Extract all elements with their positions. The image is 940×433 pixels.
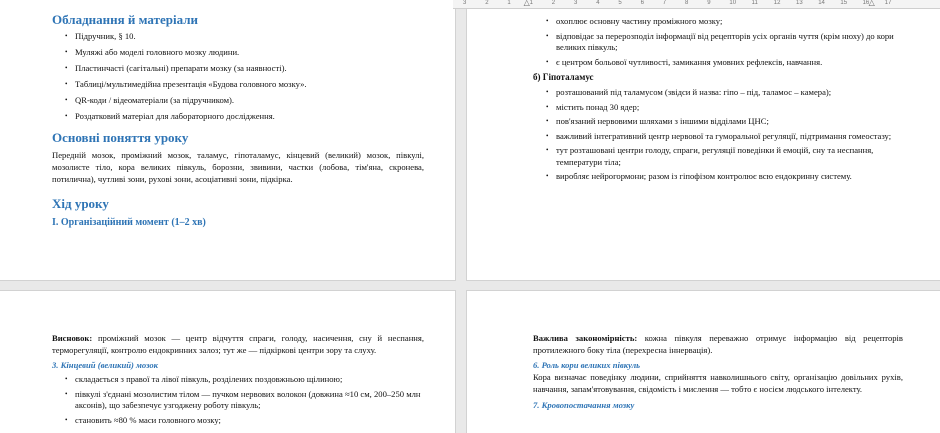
- pattern-text: кожна півкуля переважно отримує інформацію від рецепторів протилежного боку тіла (перехресна іннервація).: [533, 333, 903, 355]
- equipment-list: [52, 31, 424, 123]
- document-page-3: [0, 291, 455, 433]
- ruler-tick: 3: [463, 0, 467, 6]
- list-item: • виробляє нейрогормони; разом із гіпофізом контролює всю ендокринну систему.: [533, 171, 903, 183]
- ruler-tick: 16: [862, 0, 870, 6]
- list-item: • складається з правої та лівої півкуль, розділених поздовжньою щілиною;: [52, 374, 424, 386]
- list-item: • відповідає за перерозподіл інформації від рецепторів усіх органів чуття (крім нюху) до кори великих півкуль;: [533, 31, 903, 54]
- ruler-tick: 2: [551, 0, 556, 6]
- list-item: • QR-коди / відеоматеріали (за підручником).: [52, 95, 424, 107]
- cortex-paragraph: Кора визначає поведінку людини, сприйняття навколишнього світу, організацію довільних рухів, навчання, запам'ятовування, свідомість і мислення — тобто є носієм людського інтелекту.: [533, 372, 903, 394]
- ruler-tick: 2: [485, 0, 489, 6]
- list-item: • Роздатковий матеріал для лабораторного дослідження.: [52, 111, 424, 123]
- list-item: • пов'язаний нервовими шляхами з іншими відділами ЦНС;: [533, 116, 903, 128]
- ruler-tick: 12: [773, 0, 781, 6]
- list-item: • становить ≈80 % маси головного мозку;: [52, 415, 424, 427]
- ruler-tick: 9: [707, 0, 711, 6]
- heading-equipment: Обладнання й матеріали: [52, 12, 198, 27]
- horizontal-ruler[interactable]: [453, 0, 940, 9]
- ruler-tick: 10: [729, 0, 737, 6]
- thalamus-list: [533, 16, 903, 68]
- ruler-tick: 11: [751, 0, 758, 6]
- list-item: • Таблиці/мультимедійна презентація «Будова головного мозку».: [52, 79, 424, 91]
- list-item: • Пластинчасті (сагітальні) препарати мозку (за наявності).: [52, 63, 424, 75]
- ruler-tick: 1: [529, 0, 533, 6]
- right-indent-marker-icon[interactable]: △: [868, 0, 875, 7]
- ruler-tick: 3: [574, 0, 578, 6]
- left-indent-marker-icon[interactable]: △: [523, 0, 530, 7]
- heading-cortex-role: 6. Роль кори великих півкуль: [533, 360, 641, 370]
- ruler-tick: 4: [596, 0, 600, 6]
- ruler-tick: 7: [662, 0, 667, 6]
- document-page-2: [467, 0, 940, 280]
- conclusion-label: Висновок:: [52, 333, 93, 343]
- list-item: • є центром больової чутливості, замикання умовних рефлексів, навчання.: [533, 57, 903, 69]
- cerebrum-list: [52, 374, 424, 426]
- conclusion-text: проміжний мозок — центр відчуття спраги, голоду, насичення, сну й неспання, терморегуляції, контролю ендокринних залоз; тут же — підкіркові центри зору та слуху.: [52, 333, 424, 355]
- ruler-tick: 6: [640, 0, 644, 6]
- list-item: • Підручник, § 10.: [52, 31, 424, 43]
- ruler-tick: 1: [507, 0, 511, 6]
- heading-concepts: Основні поняття уроку: [52, 129, 189, 145]
- list-item: • важливий інтегративний центр нервової та гуморальної регуляції, підтримання гомеостазу;: [533, 131, 903, 143]
- pattern-paragraph: [533, 332, 903, 356]
- heading-stage-1: І. Організаційний момент (1–2 хв): [52, 216, 206, 228]
- heading-blood-supply: 7. Кровопостачання мозку: [533, 400, 635, 410]
- document-page-1: [0, 0, 455, 280]
- ruler-tick: 13: [796, 0, 803, 6]
- heading-course: Хід уроку: [52, 195, 109, 211]
- concepts-paragraph: Передній мозок, проміжний мозок, таламус, гіпоталамус, кінцевий (великий) мозок, півкулі, мозолисте тіло, кора великих півкуль, борозни, звивини, частки (лобова, тім'яна, скронева, потилична), чутливі зони, рухові зони, асоціативні зони, підкірка.: [52, 149, 424, 184]
- list-item: • тут розташовані центри голоду, спраги, регуляції поведінки й емоцій, сну та неспання, температури тіла;: [533, 145, 903, 168]
- ruler-tick: 5: [618, 0, 622, 6]
- document-page-4: [467, 291, 940, 433]
- list-item: • охоплює основну частину проміжного мозку;: [533, 16, 903, 28]
- heading-hypothalamus: б) Гіпоталамус: [533, 72, 594, 82]
- conclusion-paragraph: [52, 332, 424, 356]
- list-item: • розташований під таламусом (звідси й назва: гіпо – під, таламос – камера);: [533, 87, 903, 99]
- list-item: • півкулі з'єднані мозолистим тілом — пучком нервових волокон (довжина ≈10 см, 200–250 млн аксонів), що забезпечує узгоджену роботу півкуль;: [52, 389, 424, 412]
- ruler-tick: 17: [884, 0, 892, 6]
- list-item: • містить понад 30 ядер;: [533, 102, 903, 114]
- list-item: • Муляжі або моделі головного мозку людини.: [52, 47, 424, 59]
- ruler-tick: 8: [685, 0, 689, 6]
- ruler-tick: 15: [840, 0, 848, 6]
- hypothalamus-list: [533, 87, 903, 183]
- ruler-tick: 14: [818, 0, 825, 6]
- pattern-label: Важлива закономірність:: [533, 333, 638, 343]
- heading-cerebrum: 3. Кінцевий (великий) мозок: [52, 360, 158, 370]
